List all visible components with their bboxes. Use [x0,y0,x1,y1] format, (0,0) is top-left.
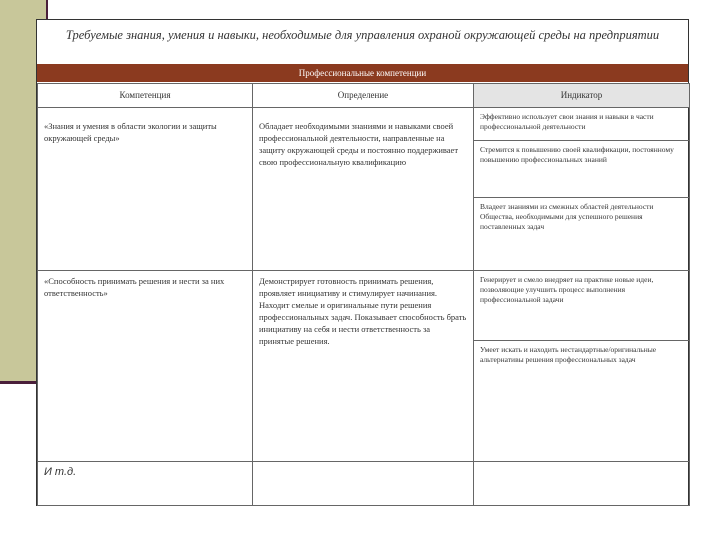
indicator-cell: Владеет знаниями из смежных областей деятельности Общества, необходимыми для успешного решения поставленных задач [474,198,690,271]
definition-cell: Демонстрирует готовность принимать решения, проявляет инициативу и стимулирует начинания. Находит смелые и оригинальные пути решения профессиональных задач. Показывает способность брать инициативу на себя и нести ответственность за принятые решения. [253,270,474,462]
competence-cell: «Знания и умения в области экологии и защиты окружающей среды» [38,107,253,270]
competence-cell: «Способность принимать решения и нести за них ответственность» [38,270,253,462]
slide-title: Требуемые знания, умения и навыки, необходимые для управления охраной окружающей среды на предприятии [65,28,660,42]
indicator-cell: Стремится к повышению своей квалификации, постоянному повышению профессиональных знаний [474,141,690,198]
table-row [38,107,690,140]
definition-cell: Обладает необходимыми знаниями и навыками своей профессиональной деятельности, направленные на защиту окружающей среды и постоянно поддерживает свою профессиональную квалификацию [253,107,474,270]
indicator-cell: Умеет искать и находить нестандартные/оригинальные альтернативы решения профессиональных задач [474,341,690,462]
table-header-row [38,84,690,108]
header-competence: Компетенция [38,84,253,108]
indicator-cell: Генерирует и смело внедряет на практике новые идеи, позволяющие улучшить процесс выполнения профессиональной задачи [474,270,690,341]
indicator-cell: Эффективно использует свои знания и навыки в части профессиональной деятельности [474,107,690,140]
empty-cell [253,462,474,506]
header-definition: Определение [253,84,474,108]
section-band: Профессиональные компетенции [37,64,688,82]
table-row [38,462,690,506]
empty-cell [474,462,690,506]
etc-cell: И т.д. [38,462,253,506]
competence-table [37,83,690,506]
table-row [38,270,690,341]
slide-frame [36,19,689,506]
header-indicator: Индикатор [474,84,690,108]
